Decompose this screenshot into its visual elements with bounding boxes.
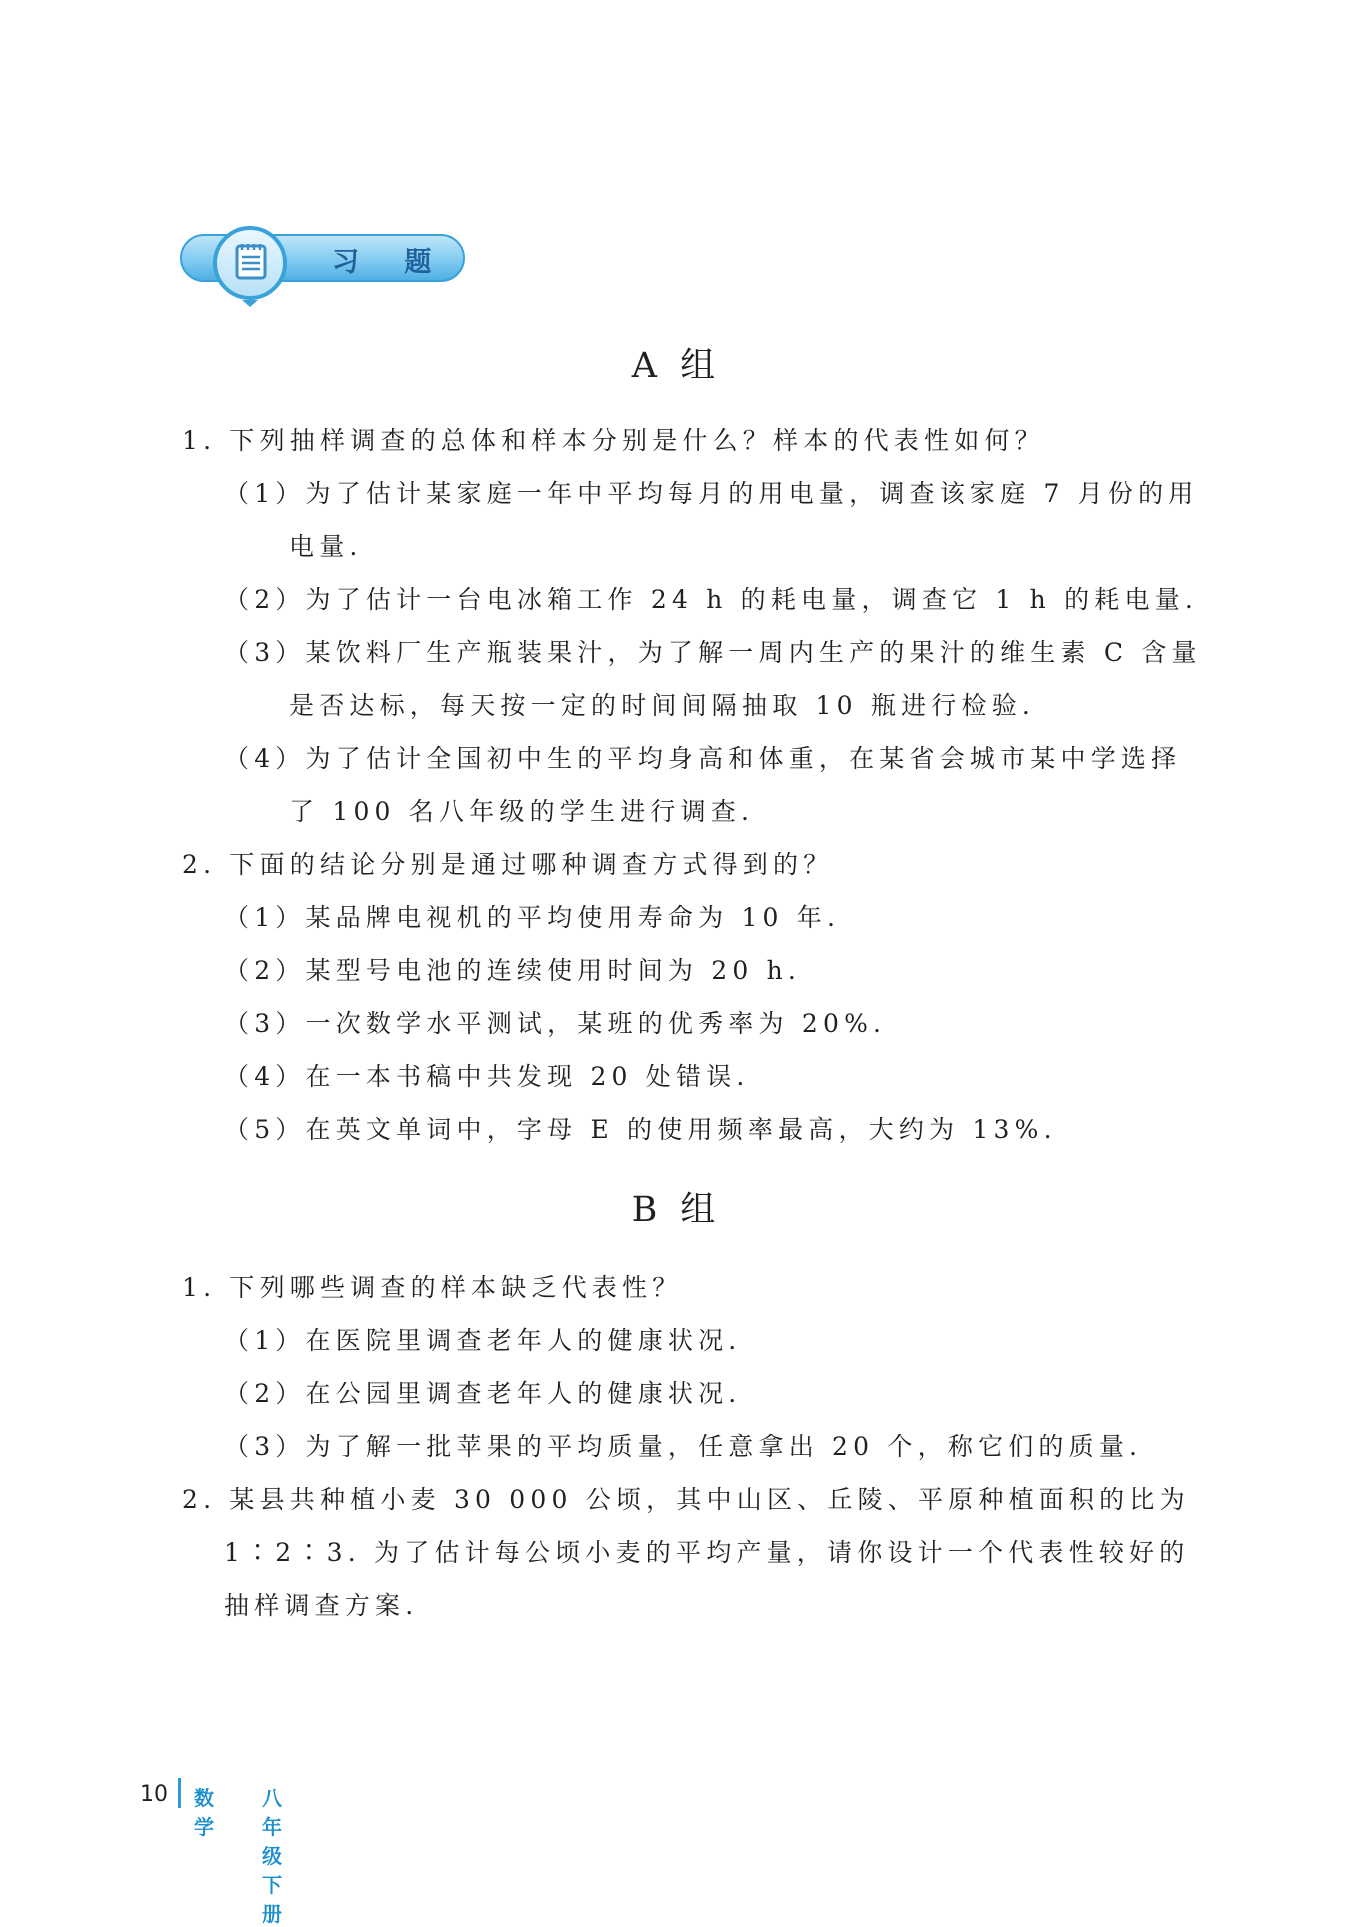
a-q2-item: （2）某型号电池的连续使用时间为 20 h. [224,956,802,985]
b-q1-stem: 1. 下列哪些调查的样本缺乏代表性？ [182,1273,683,1302]
b-q1-item: （3）为了解一批苹果的平均质量，任意拿出 20 个，称它们的质量. [224,1432,1143,1461]
a-q1-item: （1）为了估计某家庭一年中平均每月的用电量，调查该家庭 7 月份的用 [224,479,1199,508]
footer-grade: 八年级下册 [262,1786,284,1926]
a-q2-item: （4）在一本书稿中共发现 20 处错误. [224,1062,750,1091]
b-q2-line: 2. 某县共种植小麦 30 000 公顷，其中山区、丘陵、平原种植面积的比为 [182,1485,1190,1514]
b-q1-item: （1）在医院里调查老年人的健康状况. [224,1326,742,1355]
badge-title: 习 题 [332,247,450,278]
a-q1-item: （2）为了估计一台电冰箱工作 24 h 的耗电量，调查它 1 h 的耗电量. [224,585,1199,614]
b-q1-item: （2）在公园里调查老年人的健康状况. [224,1379,742,1408]
notepad-icon [235,242,267,280]
a-q1-item-cont: 电量. [289,532,363,561]
a-q1-stem: 1. 下列抽样调查的总体和样本分别是什么？样本的代表性如何？ [182,426,1045,455]
group-b-title: B 组 [631,1190,722,1230]
a-q1-item: （3）某饮料厂生产瓶装果汁，为了解一周内生产的果汁的维生素 C 含量 [224,638,1202,667]
a-q1-item-cont: 是否达标，每天按一定的时间间隔抽取 10 瓶进行检验. [289,691,1036,720]
page-number: 10 [140,1782,168,1807]
a-q2-item: （3）一次数学水平测试，某班的优秀率为 20%. [224,1009,887,1038]
a-q1-item-cont: 了 100 名八年级的学生进行调查. [289,797,755,826]
b-q2-line: 抽样调查方案. [224,1591,419,1620]
a-q2-item: （5）在英文单词中，字母 E 的使用频率最高，大约为 13%. [224,1115,1057,1144]
footer-divider [178,1778,181,1808]
a-q2-stem: 2. 下面的结论分别是通过哪种调查方式得到的？ [182,850,834,879]
b-q2-line: 1∶2∶3. 为了估计每公顷小麦的平均产量，请你设计一个代表性较好的 [224,1538,1190,1567]
badge-arrow [242,300,258,307]
group-a-title: A 组 [631,346,722,386]
footer-subject: 数学 [194,1786,216,1839]
exercise-section-badge [180,226,470,306]
a-q1-item: （4）为了估计全国初中生的平均身高和体重，在某省会城市某中学选择 [224,744,1182,773]
a-q2-item: （1）某品牌电视机的平均使用寿命为 10 年. [224,903,841,932]
